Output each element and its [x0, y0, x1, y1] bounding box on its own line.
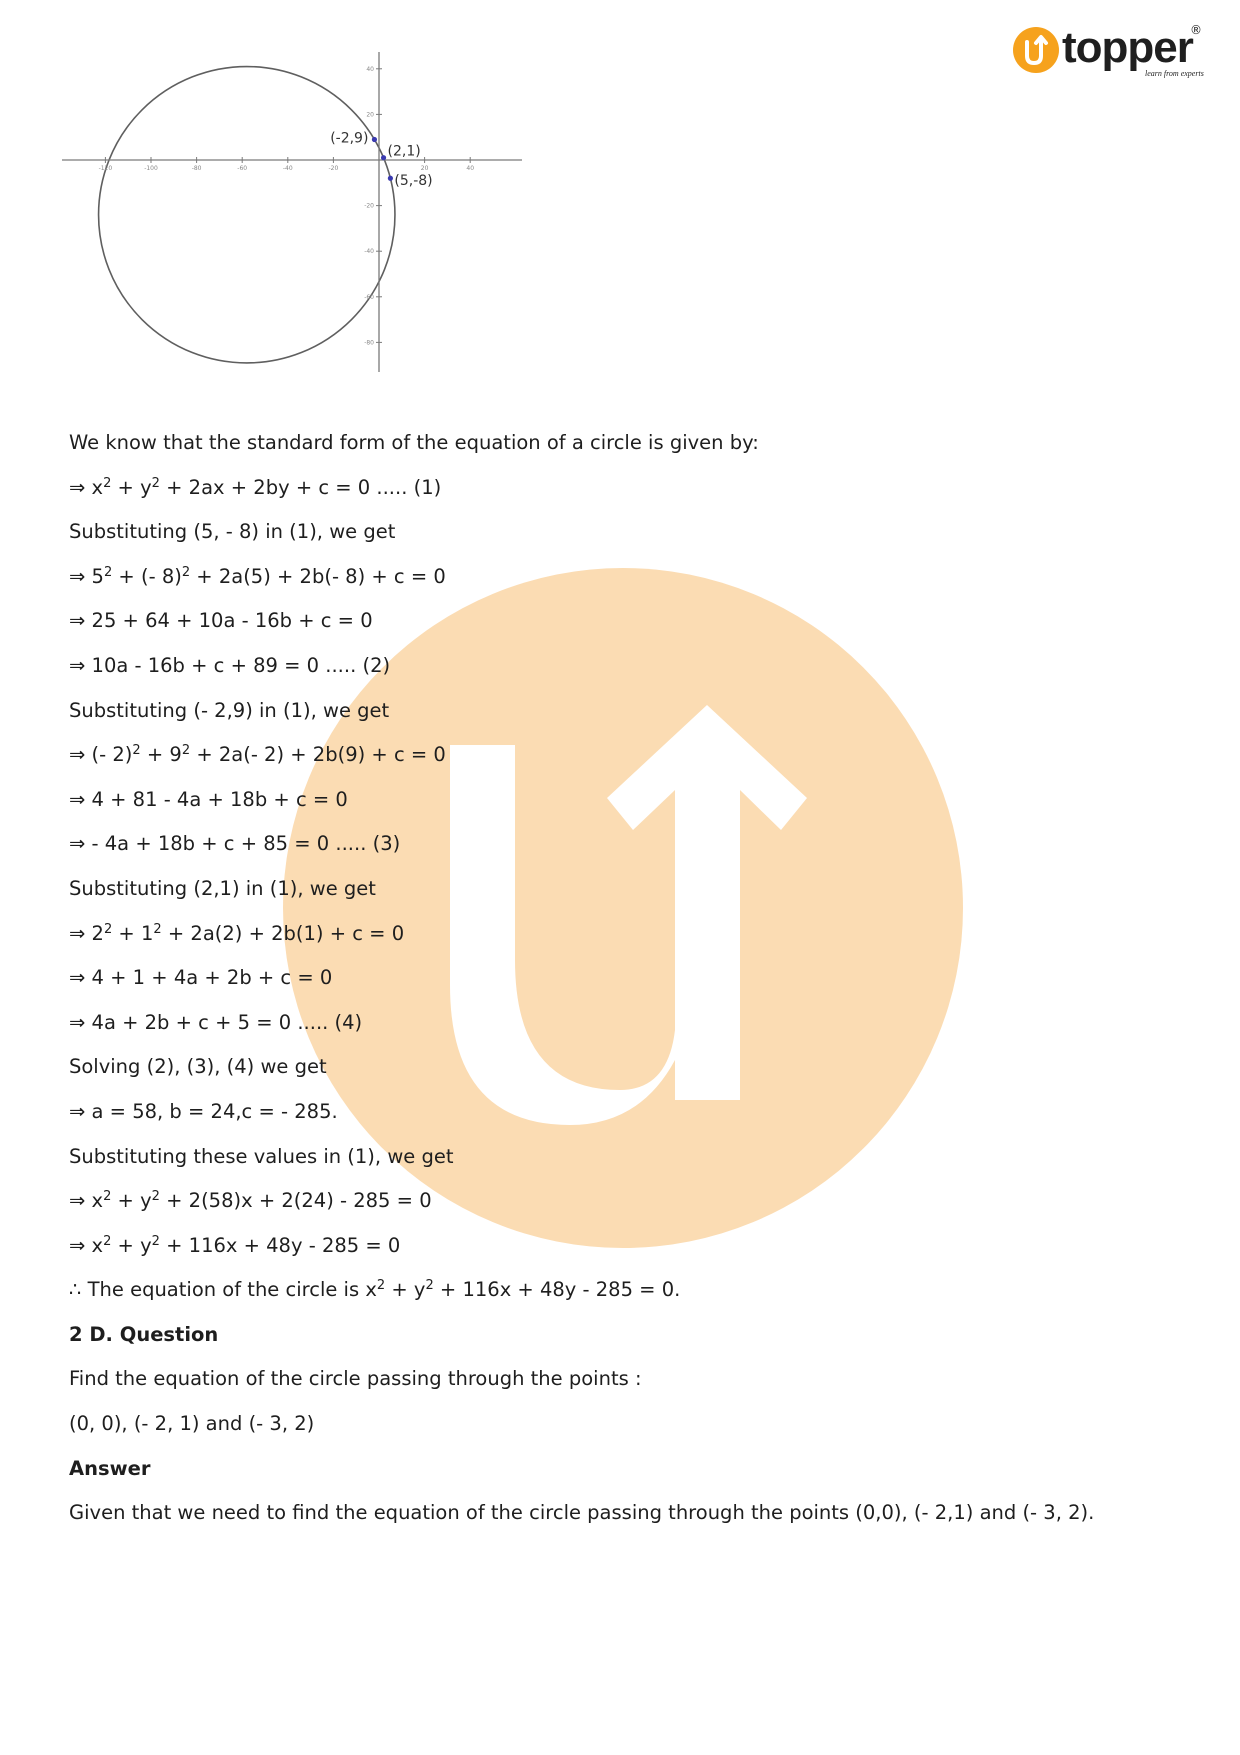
logo-tagline: learn from experts — [1145, 69, 1204, 78]
text-segment: Substituting these values in (1), we get — [69, 1144, 454, 1168]
text-segment: Find the equation of the circle passing through the points : — [69, 1367, 642, 1391]
text-line — [69, 1099, 1189, 1125]
text-line — [69, 519, 1189, 545]
y-tick-label: 20 — [366, 111, 374, 119]
superscript: 2 — [151, 1233, 160, 1249]
x-tick-label: -60 — [237, 165, 248, 172]
text-segment: Substituting (5, - 8) in (1), we get — [69, 520, 396, 544]
text-segment: + 2a(5) + 2b(- 8) + c = 0 — [190, 564, 446, 588]
text-segment: + y — [111, 1233, 152, 1257]
y-tick-label: 40 — [366, 65, 374, 73]
text-line — [69, 921, 1189, 947]
text-line — [69, 564, 1189, 590]
text-line — [69, 831, 1189, 857]
point-label: (2,1) — [387, 143, 421, 160]
text-line — [69, 1233, 1189, 1259]
circle-curve — [99, 67, 395, 363]
text-segment: ⇒ a = 58, b = 24,c = - 285. — [69, 1099, 338, 1123]
text-segment: + 2a(2) + 2b(1) + c = 0 — [161, 921, 405, 945]
text-segment: We know that the standard form of the equation of a circle is given by: — [69, 431, 759, 454]
y-tick-label: -60 — [364, 293, 374, 301]
x-tick-label: 20 — [420, 165, 429, 172]
superscript: 2 — [103, 1233, 112, 1249]
x-tick-label: -100 — [144, 165, 158, 172]
text-line — [69, 965, 1189, 991]
text-segment: + 9 — [140, 743, 182, 767]
text-segment: + y — [111, 475, 152, 499]
y-tick-label: -20 — [364, 202, 374, 210]
superscript: 2 — [132, 743, 141, 759]
text-line — [69, 1366, 1189, 1392]
text-segment: Given that we need to find the equation of the circle passing through the points (0,0), (- 2,1) and (- 3, 2). — [69, 1501, 1095, 1525]
text-line — [69, 430, 1189, 456]
text-segment: Substituting (- 2,9) in (1), we get — [69, 698, 390, 722]
text-segment: (0, 0), (- 2, 1) and (- 3, 2) — [69, 1412, 315, 1436]
superscript: 2 — [181, 564, 191, 580]
text-segment: ⇒ 4 + 81 - 4a + 18b + c = 0 — [69, 787, 348, 811]
section-heading — [69, 1456, 1189, 1482]
text-line — [69, 698, 1189, 724]
circle-graph — [62, 52, 602, 424]
text-segment: ∴ The equation of the circle is x — [69, 1278, 377, 1302]
solution-content — [69, 430, 1189, 1545]
superscript: 2 — [151, 475, 160, 491]
superscript: 2 — [103, 564, 113, 580]
x-tick-label: -20 — [328, 165, 339, 172]
text-segment: + y — [111, 1189, 152, 1213]
text-segment: + 1 — [112, 921, 154, 945]
text-line — [69, 1144, 1189, 1170]
logo-wordmark: topper — [1062, 23, 1193, 72]
text-line — [69, 1277, 1189, 1303]
text-segment: ⇒ 2 — [69, 921, 104, 945]
superscript: 2 — [151, 1189, 160, 1205]
text-line — [69, 1188, 1189, 1214]
y-tick-label: -80 — [364, 339, 374, 347]
text-line — [69, 1010, 1189, 1036]
text-segment: ⇒ 10a - 16b + c + 89 = 0 ..... (2) — [69, 653, 391, 677]
text-segment: ⇒ x — [69, 1233, 104, 1257]
data-point — [372, 137, 377, 142]
x-tick-label: -80 — [191, 165, 202, 172]
text-segment: + (- 8) — [112, 564, 182, 588]
superscript: 2 — [103, 475, 112, 491]
text-segment: + 2(58)x + 2(24) - 285 = 0 — [159, 1189, 432, 1213]
text-segment: 2 D. Question — [69, 1322, 219, 1346]
section-heading — [69, 1322, 1189, 1348]
text-segment: + 2a(- 2) + 2b(9) + c = 0 — [190, 743, 446, 767]
x-tick-label: -120 — [98, 165, 113, 172]
text-segment: ⇒ 4a + 2b + c + 5 = 0 ..... (4) — [69, 1010, 363, 1034]
text-segment: ⇒ 4 + 1 + 4a + 2b + c = 0 — [69, 966, 333, 990]
point-label: (-2,9) — [330, 130, 369, 147]
text-line — [69, 742, 1189, 768]
superscript: 2 — [103, 1189, 112, 1205]
brand-logo — [1012, 20, 1212, 84]
x-tick-label: -40 — [282, 165, 293, 172]
data-point — [388, 176, 393, 181]
text-segment: ⇒ 25 + 64 + 10a - 16b + c = 0 — [69, 609, 373, 633]
superscript: 2 — [181, 743, 191, 759]
text-segment: ⇒ (- 2) — [69, 743, 133, 767]
y-tick-label: -40 — [364, 248, 374, 256]
text-segment: Substituting (2,1) in (1), we get — [69, 876, 376, 900]
text-segment: Solving (2), (3), (4) we get — [69, 1055, 327, 1079]
superscript: 2 — [376, 1278, 386, 1294]
text-line — [69, 787, 1189, 813]
superscript: 2 — [425, 1278, 434, 1294]
text-segment: ⇒ x — [69, 1189, 104, 1213]
text-segment: Answer — [69, 1456, 151, 1480]
registered-mark: ® — [1190, 23, 1202, 37]
text-segment: + 116x + 48y - 285 = 0 — [159, 1233, 401, 1257]
text-segment: ⇒ 5 — [69, 564, 104, 588]
text-segment: + 2ax + 2by + c = 0 ..... (1) — [159, 475, 442, 499]
text-line — [69, 1411, 1189, 1437]
point-label: (5,-8) — [394, 173, 433, 190]
text-line — [69, 475, 1189, 501]
text-segment: ⇒ - 4a + 18b + c + 85 = 0 ..... (3) — [69, 832, 401, 856]
x-tick-label: 40 — [466, 165, 475, 172]
data-point — [381, 155, 386, 160]
superscript: 2 — [103, 921, 113, 937]
superscript: 2 — [153, 921, 162, 937]
text-line — [69, 653, 1189, 679]
text-line — [69, 1054, 1189, 1080]
text-segment: + 116x + 48y - 285 = 0. — [433, 1278, 681, 1302]
text-line — [69, 608, 1189, 634]
logo-badge-icon — [1013, 27, 1059, 73]
text-segment: ⇒ x — [69, 475, 104, 499]
text-line — [69, 876, 1189, 902]
text-line — [69, 1500, 1189, 1526]
text-segment: + y — [385, 1278, 426, 1302]
